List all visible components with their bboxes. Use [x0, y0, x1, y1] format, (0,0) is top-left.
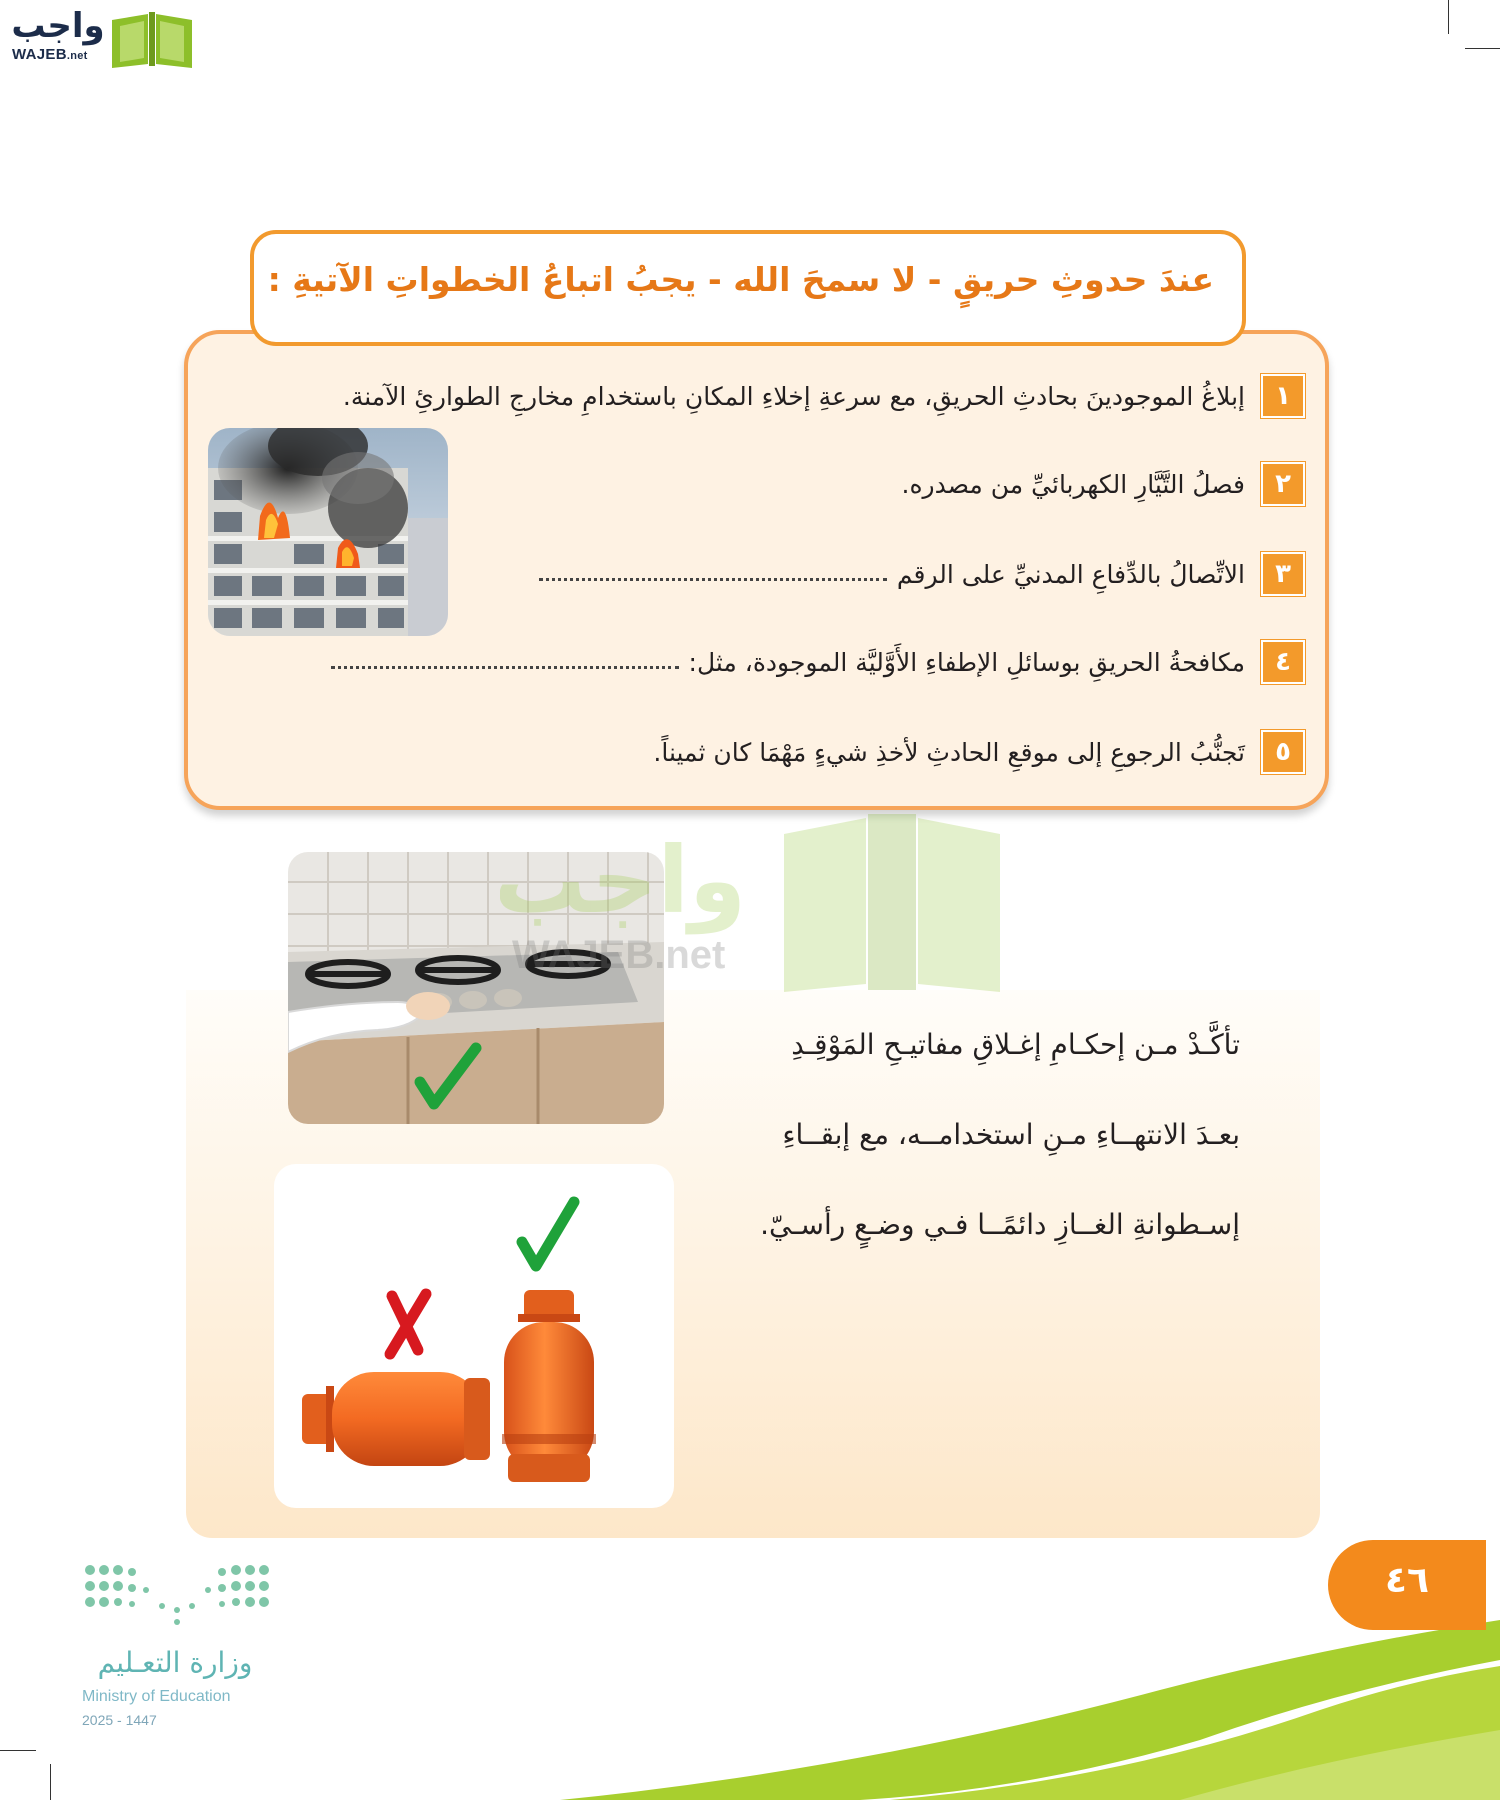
lying-cylinder	[302, 1372, 490, 1466]
gas-cylinders-panel	[274, 1164, 674, 1508]
step-4	[331, 640, 1305, 684]
step-text: الاتِّصالُ بالدِّفاعِ المدنيِّ على الرقم	[896, 559, 1245, 589]
crop-mark	[1448, 0, 1449, 34]
svg-text:WAJEB.net: WAJEB.net	[512, 933, 726, 977]
check-icon	[522, 1202, 574, 1266]
ministry-of-education-logo	[82, 1560, 282, 1730]
crop-mark	[50, 1764, 51, 1800]
page-number-tab	[1328, 1540, 1486, 1630]
book-icon	[108, 6, 196, 68]
step-number: ٣	[1261, 552, 1305, 596]
answer-blank[interactable]	[331, 656, 679, 669]
page-number: ٤٦	[1385, 1560, 1429, 1601]
logo-latin: WAJEB.net	[12, 46, 88, 63]
header-box	[250, 230, 1246, 346]
crop-mark	[1465, 48, 1500, 49]
step-text: فصلُ التَّيَّارِ الكهربائيِّ من مصدره.	[901, 469, 1245, 499]
ministry-english: Ministry of Education	[82, 1688, 231, 1705]
step-text: مكافحةُ الحريقِ بوسائلِ الإطفاءِ الأَوَّليَّة الموجودة، مثل:	[688, 647, 1245, 677]
wajeb-watermark	[500, 808, 1020, 998]
building-fire-photo	[208, 428, 448, 636]
step-text: تَجنُّبُ الرجوعِ إلى موقعِ الحادثِ لأخذِ شيءٍ مَهْمَا كان ثميناً.	[653, 737, 1245, 767]
tip-paragraph	[700, 1000, 1240, 1270]
step-text: إبلاغُ الموجودينَ بحادثِ الحريقِ، مع سرعةِ إخلاءِ المكانِ باستخدامِ مخارجِ الطوارئِ الآمنة.	[342, 381, 1245, 411]
step-2	[902, 462, 1305, 506]
site-logo[interactable]	[10, 6, 190, 68]
section-title: عندَ حدوثِ حريقٍ - لا سمحَ الله - يجبُ اتباعُ الخطواتِ الآتيةِ :	[267, 260, 1214, 299]
svg-text:واجب: واجب	[500, 827, 747, 934]
step-3	[539, 552, 1305, 596]
step-number: ١	[1261, 374, 1305, 418]
upright-cylinder	[502, 1290, 596, 1482]
tip-line-2: بعـدَ الانتهــاءِ مـنِ استخدامــه، مع إبقــاءِ	[782, 1118, 1240, 1151]
tip-line-3: إسـطوانةِ الغــازِ دائمًــا فـي وضـعٍ رأسـيّ.	[760, 1208, 1240, 1241]
step-1	[343, 374, 1305, 418]
ministry-dots-icon	[82, 1560, 272, 1630]
logo-arabic: واجب	[11, 6, 105, 46]
green-swoosh-decoration	[560, 1620, 1500, 1800]
tip-line-1: تأكَّـدْ مـن إحكـامِ إغـلاقِ مفاتيـحِ المَوْقِـدِ	[791, 1028, 1240, 1061]
step-5	[653, 730, 1305, 774]
ministry-arabic: وزارة التعـليم	[97, 1646, 253, 1679]
ministry-year: 2025 - 1447	[82, 1712, 157, 1728]
step-number: ٥	[1261, 730, 1305, 774]
step-number: ٤	[1261, 640, 1305, 684]
cross-icon	[390, 1294, 426, 1354]
answer-blank[interactable]	[539, 568, 887, 581]
step-number: ٢	[1261, 462, 1305, 506]
crop-mark	[0, 1750, 36, 1751]
